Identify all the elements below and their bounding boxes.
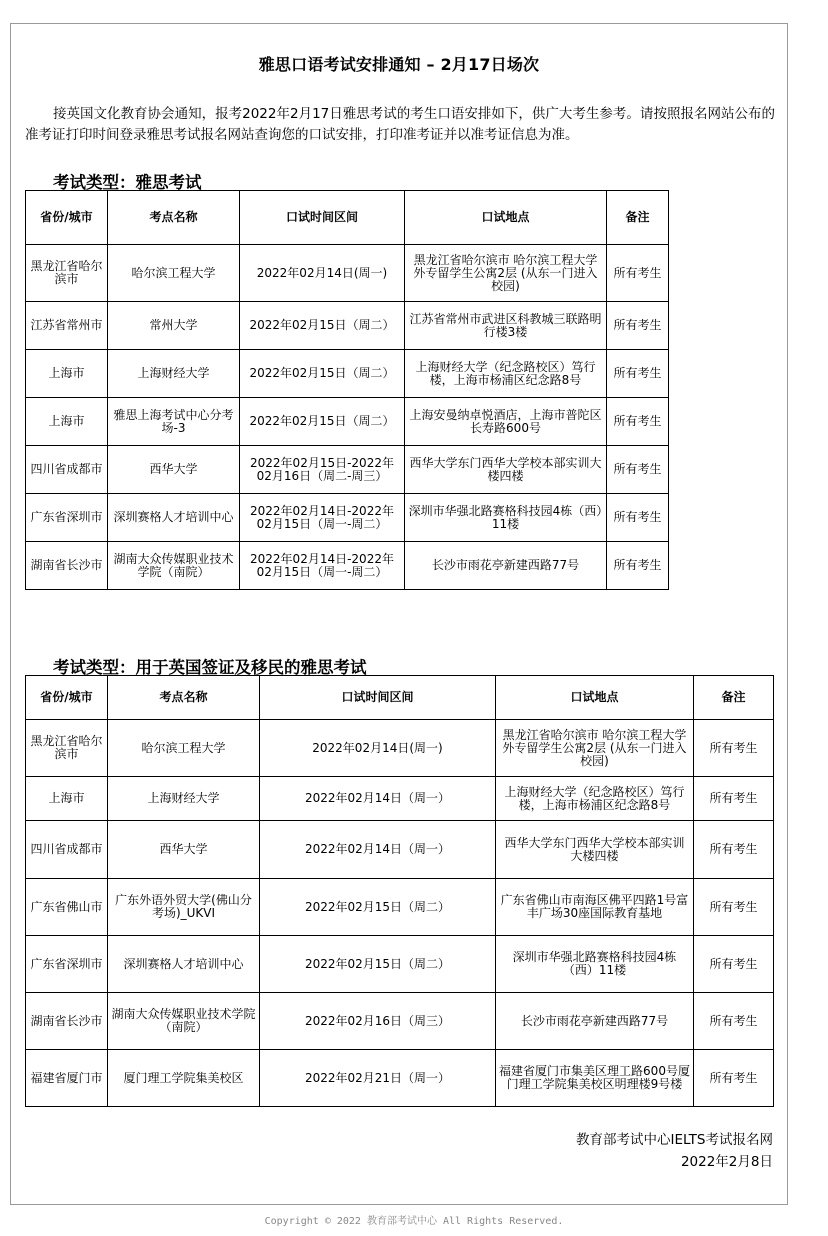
cell-venue: 哈尔滨工程大学 — [108, 245, 240, 302]
cell-location: 上海财经大学（纪念路校区）笃行楼，上海市杨浦区纪念路8号 — [496, 777, 694, 821]
table-row — [26, 720, 774, 777]
cell-note: 所有考生 — [607, 494, 669, 542]
cell-venue: 厦门理工学院集美校区 — [108, 1050, 260, 1107]
cell-time: 2022年02月14日（周一） — [260, 777, 496, 821]
cell-time: 2022年02月14日-2022年02月15日（周一-周二） — [240, 494, 405, 542]
table-row — [26, 494, 669, 542]
cell-location: 长沙市雨花亭新建西路77号 — [496, 993, 694, 1050]
cell-time: 2022年02月21日（周一） — [260, 1050, 496, 1107]
cell-note: 所有考生 — [694, 821, 774, 879]
cell-city: 黑龙江省哈尔滨市 — [26, 245, 108, 302]
cell-city: 广东省佛山市 — [26, 879, 108, 936]
table-row — [26, 821, 774, 879]
cell-city: 广东省深圳市 — [26, 936, 108, 993]
cell-city: 广东省深圳市 — [26, 494, 108, 542]
section2-heading: 考试类型：用于英国签证及移民的雅思考试 — [53, 658, 367, 677]
cell-venue: 深圳赛格人才培训中心 — [108, 936, 260, 993]
header-city: 省份/城市 — [26, 191, 108, 245]
cell-location: 上海安曼纳卓悦酒店，上海市普陀区长寿路600号 — [405, 398, 607, 446]
table-row — [26, 398, 669, 446]
section2-table — [25, 675, 774, 1107]
cell-note: 所有考生 — [694, 936, 774, 993]
cell-location: 福建省厦门市集美区理工路600号厦门理工学院集美校区明理楼9号楼 — [496, 1050, 694, 1107]
cell-time: 2022年02月15日（周二） — [240, 302, 405, 350]
cell-venue: 上海财经大学 — [108, 350, 240, 398]
cell-time: 2022年02月15日（周二） — [260, 879, 496, 936]
header-location: 口试地点 — [496, 676, 694, 720]
cell-time: 2022年02月14日(周一) — [260, 720, 496, 777]
cell-city: 湖南省长沙市 — [26, 542, 108, 590]
intro-paragraph: 接英国文化教育协会通知，报考2022年2月17日雅思考试的考生口语安排如下，供广大考生参考。请按照报名网站公布的准考证打印时间登录雅思考试报名网站查询您的口试安排，打印准考证并以准考证信息为准。 — [25, 106, 775, 143]
cell-city: 江苏省常州市 — [26, 302, 108, 350]
cell-city: 上海市 — [26, 398, 108, 446]
cell-location: 西华大学东门西华大学校本部实训大楼四楼 — [496, 821, 694, 879]
cell-venue: 湖南大众传媒职业技术学院（南院） — [108, 542, 240, 590]
cell-note: 所有考生 — [607, 398, 669, 446]
cell-location: 长沙市雨花亭新建西路77号 — [405, 542, 607, 590]
cell-location: 广东省佛山市南海区佛平四路1号富丰广场30座国际教育基地 — [496, 879, 694, 936]
table-row — [26, 446, 669, 494]
header-time: 口试时间区间 — [240, 191, 405, 245]
cell-city: 四川省成都市 — [26, 821, 108, 879]
table-row — [26, 879, 774, 936]
header-venue: 考点名称 — [108, 676, 260, 720]
cell-note: 所有考生 — [607, 542, 669, 590]
table-row — [26, 302, 669, 350]
cell-location: 上海财经大学（纪念路校区）笃行楼，上海市杨浦区纪念路8号 — [405, 350, 607, 398]
cell-note: 所有考生 — [607, 302, 669, 350]
header-venue: 考点名称 — [108, 191, 240, 245]
cell-city: 上海市 — [26, 777, 108, 821]
cell-venue: 上海财经大学 — [108, 777, 260, 821]
table-row — [26, 777, 774, 821]
cell-venue: 深圳赛格人才培训中心 — [108, 494, 240, 542]
cell-time: 2022年02月15日（周二） — [240, 350, 405, 398]
page-title: 雅思口语考试安排通知 – 2月17日场次 — [258, 55, 540, 74]
cell-city: 四川省成都市 — [26, 446, 108, 494]
cell-time: 2022年02月14日(周一) — [240, 245, 405, 302]
cell-location: 黑龙江省哈尔滨市 哈尔滨工程大学外专留学生公寓2层 (从东一门进入校园) — [496, 720, 694, 777]
cell-note: 所有考生 — [694, 720, 774, 777]
section1-heading: 考试类型：雅思考试 — [53, 173, 202, 192]
header-note: 备注 — [694, 676, 774, 720]
table-row — [26, 1050, 774, 1107]
cell-time: 2022年02月15日（周二） — [260, 936, 496, 993]
table-row — [26, 936, 774, 993]
cell-time: 2022年02月15日-2022年02月16日（周二-周三） — [240, 446, 405, 494]
header-time: 口试时间区间 — [260, 676, 496, 720]
cell-location: 深圳市华强北路赛格科技园4栋（西）11楼 — [405, 494, 607, 542]
section2-header-row — [26, 676, 774, 720]
cell-time: 2022年02月14日（周一） — [260, 821, 496, 879]
cell-note: 所有考生 — [694, 1050, 774, 1107]
cell-location: 西华大学东门西华大学校本部实训大楼四楼 — [405, 446, 607, 494]
footer-date: 2022年2月8日 — [680, 1154, 773, 1170]
cell-note: 所有考生 — [607, 446, 669, 494]
cell-time: 2022年02月15日（周二） — [240, 398, 405, 446]
cell-venue: 湖南大众传媒职业技术学院（南院） — [108, 993, 260, 1050]
section1-header-row — [26, 191, 669, 245]
footer-org: 教育部考试中心IELTS考试报名网 — [576, 1132, 773, 1148]
copyright-notice: Copyright © 2022 教育部考试中心 All Rights Reserved. — [264, 1216, 564, 1227]
cell-city: 湖南省长沙市 — [26, 993, 108, 1050]
cell-note: 所有考生 — [694, 777, 774, 821]
cell-city: 福建省厦门市 — [26, 1050, 108, 1107]
cell-location: 江苏省常州市武进区科教城三联路明行楼3楼 — [405, 302, 607, 350]
cell-location: 深圳市华强北路赛格科技园4栋（西）11楼 — [496, 936, 694, 993]
cell-note: 所有考生 — [607, 245, 669, 302]
cell-time: 2022年02月16日（周三） — [260, 993, 496, 1050]
cell-note: 所有考生 — [694, 879, 774, 936]
header-city: 省份/城市 — [26, 676, 108, 720]
cell-venue: 广东外语外贸大学(佛山分考场)_UKVI — [108, 879, 260, 936]
cell-note: 所有考生 — [694, 993, 774, 1050]
cell-venue: 常州大学 — [108, 302, 240, 350]
table-row — [26, 350, 669, 398]
header-location: 口试地点 — [405, 191, 607, 245]
cell-note: 所有考生 — [607, 350, 669, 398]
header-note: 备注 — [607, 191, 669, 245]
cell-city: 上海市 — [26, 350, 108, 398]
notice-page — [10, 23, 788, 1205]
section1-table — [25, 190, 669, 590]
cell-time: 2022年02月14日-2022年02月15日（周一-周二） — [240, 542, 405, 590]
table-row — [26, 542, 669, 590]
table-row — [26, 993, 774, 1050]
cell-venue: 西华大学 — [108, 821, 260, 879]
cell-venue: 西华大学 — [108, 446, 240, 494]
cell-venue: 雅思上海考试中心分考场-3 — [108, 398, 240, 446]
table-row — [26, 245, 669, 302]
cell-city: 黑龙江省哈尔滨市 — [26, 720, 108, 777]
cell-location: 黑龙江省哈尔滨市 哈尔滨工程大学外专留学生公寓2层 (从东一门进入校园) — [405, 245, 607, 302]
cell-venue: 哈尔滨工程大学 — [108, 720, 260, 777]
